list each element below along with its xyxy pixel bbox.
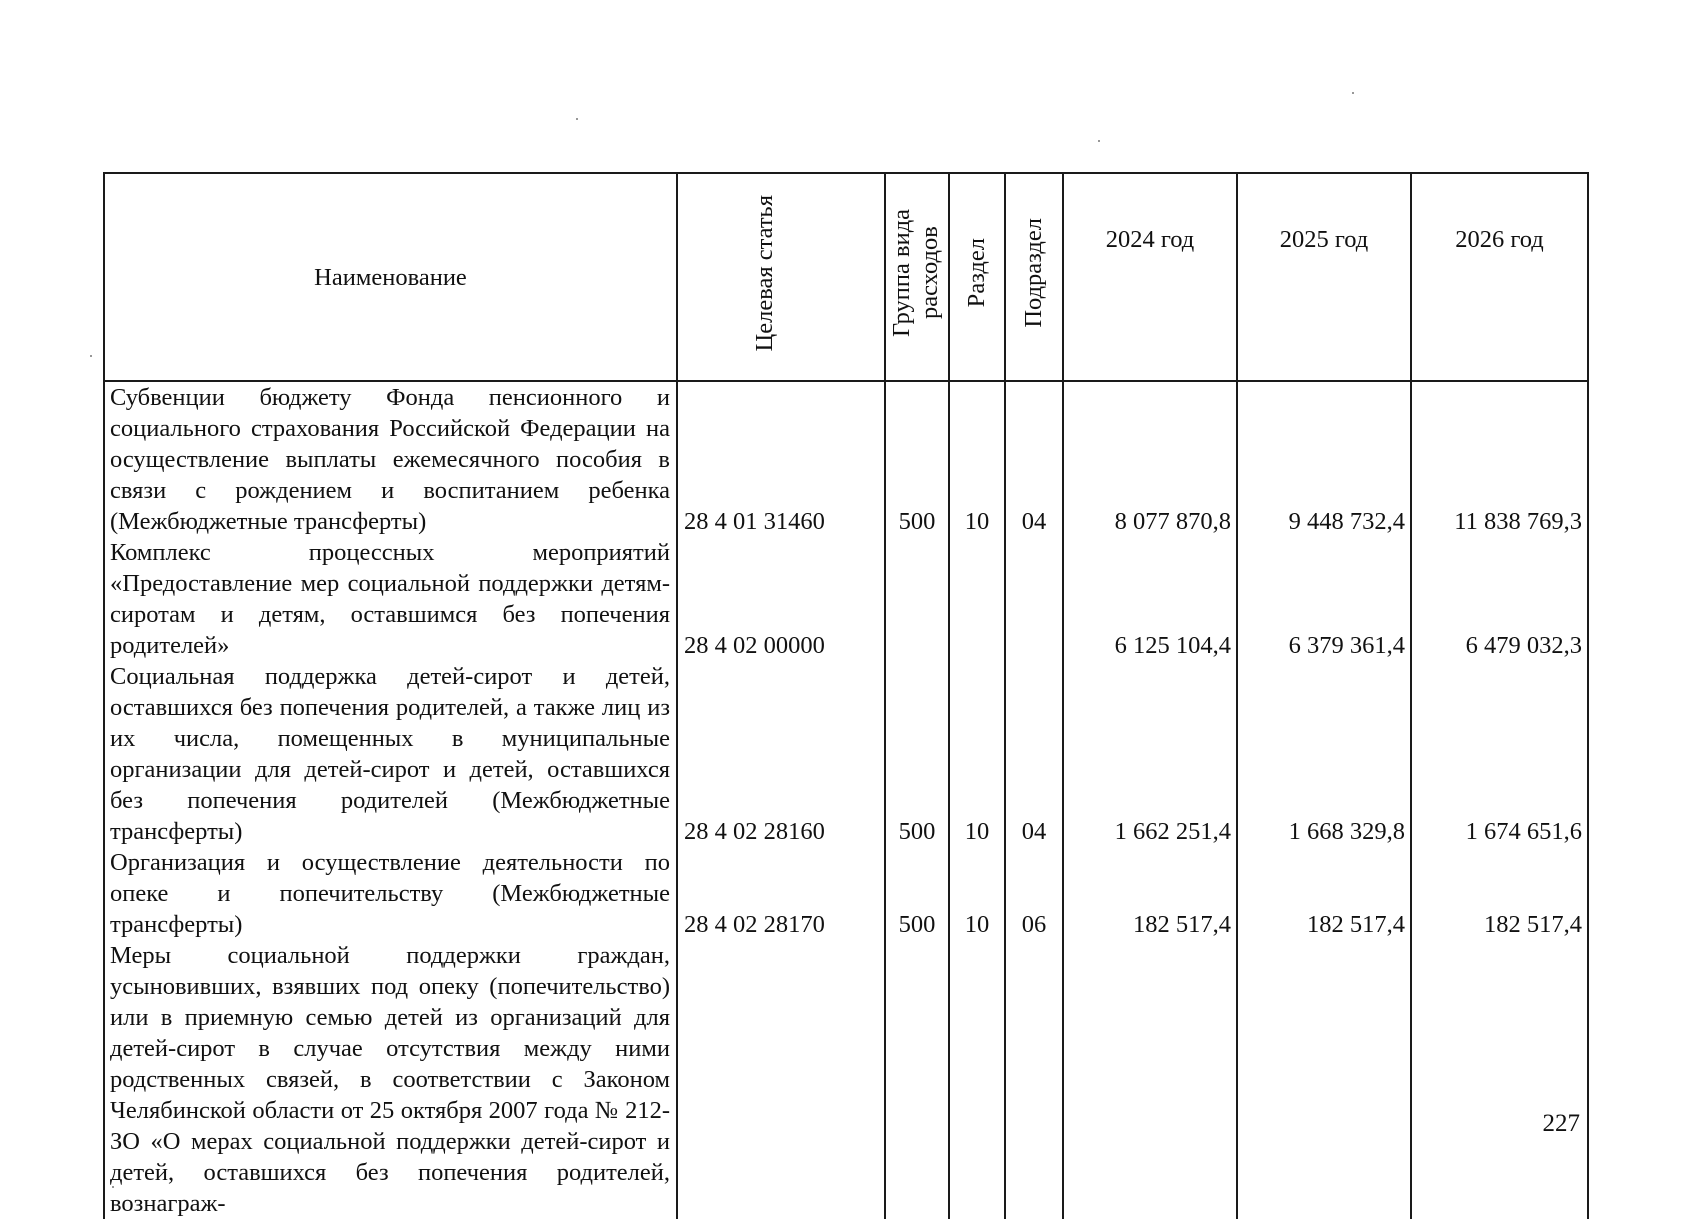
row-name: Социальная поддержка детей-сирот и детей, оставшихся без попечения родителей, а также лиц из их числа, помещенных в муниципальные организации для детей-сирот и детей, оставшихся без попечения родителей (Межбюджетные трансферты) [104, 661, 677, 847]
table-row [104, 661, 1588, 847]
row-amount-2024: 8 077 870,8 [1063, 381, 1237, 537]
row-target-article: 28 4 01 31460 [677, 381, 885, 537]
row-expense-group: 500 [885, 661, 949, 847]
row-amount-2025: 9 448 732,4 [1237, 381, 1411, 537]
row-subsection [1005, 537, 1063, 661]
header-row [104, 173, 1588, 381]
row-amount-2026: 182 517,4 [1411, 847, 1588, 940]
table-row [104, 940, 1588, 1219]
row-section: 10 [949, 847, 1005, 940]
row-target-article [677, 940, 885, 1219]
row-amount-2026: 11 838 769,3 [1411, 381, 1588, 537]
row-section [949, 537, 1005, 661]
header-2026: 2026 год [1411, 173, 1588, 381]
row-target-article: 28 4 02 28170 [677, 847, 885, 940]
row-section: 10 [949, 381, 1005, 537]
row-amount-2026 [1411, 940, 1588, 1219]
row-amount-2025: 1 668 329,8 [1237, 661, 1411, 847]
row-amount-2025: 182 517,4 [1237, 847, 1411, 940]
scan-speck [576, 118, 578, 120]
row-expense-group: 500 [885, 847, 949, 940]
header-expense-group: Группа вида расходов [885, 173, 949, 381]
row-name: Меры социальной поддержки граждан, усыновивших, взявших под опеку (попечительство) или в приемную семью детей из организаций для детей-сирот в случае отсутствия между ними родственных связей, в соответствии с Законом Челябинской области от 25 октября 2007 года № 212-ЗО «О мерах социальной поддержки детей-сирот и детей, оставшихся без попечения родителей, вознаграж- [104, 940, 677, 1219]
row-section: 10 [949, 661, 1005, 847]
header-subsection: Подраздел [1005, 173, 1063, 381]
header-name: Наименование [104, 173, 677, 381]
scan-speck [112, 1186, 114, 1188]
row-amount-2024 [1063, 940, 1237, 1219]
header-2024: 2024 год [1063, 173, 1237, 381]
header-section: Раздел [949, 173, 1005, 381]
row-subsection: 06 [1005, 847, 1063, 940]
row-name: Субвенции бюджету Фонда пенсионного и социального страхования Российской Федерации на осуществление выплаты ежемесячного пособия в связи с рождением и воспитанием ребенка (Межбюджетные трансферты) [104, 381, 677, 537]
row-amount-2025: 6 379 361,4 [1237, 537, 1411, 661]
scan-speck [1098, 140, 1100, 142]
row-amount-2026: 6 479 032,3 [1411, 537, 1588, 661]
row-subsection [1005, 940, 1063, 1219]
table-row [104, 381, 1588, 537]
row-amount-2024: 6 125 104,4 [1063, 537, 1237, 661]
row-name: Комплекс процессных мероприятий «Предоставление мер социальной поддержки детям-сиротам и детям, оставшимся без попечения родителей» [104, 537, 677, 661]
row-amount-2024: 1 662 251,4 [1063, 661, 1237, 847]
scan-speck [1352, 92, 1354, 94]
row-amount-2025 [1237, 940, 1411, 1219]
row-section [949, 940, 1005, 1219]
row-target-article: 28 4 02 28160 [677, 661, 885, 847]
row-target-article: 28 4 02 00000 [677, 537, 885, 661]
header-2025: 2025 год [1237, 173, 1411, 381]
table-row [104, 847, 1588, 940]
row-expense-group [885, 537, 949, 661]
row-subsection: 04 [1005, 381, 1063, 537]
row-amount-2024: 182 517,4 [1063, 847, 1237, 940]
row-name: Организация и осуществление деятельности по опеке и попечительству (Межбюджетные трансферты) [104, 847, 677, 940]
scan-speck [90, 355, 92, 357]
table-row [104, 537, 1588, 661]
row-amount-2026: 1 674 651,6 [1411, 661, 1588, 847]
row-expense-group [885, 940, 949, 1219]
row-subsection: 04 [1005, 661, 1063, 847]
row-expense-group: 500 [885, 381, 949, 537]
header-target-article: Целевая статья [677, 173, 885, 381]
budget-table [103, 172, 1589, 1219]
page-number: 227 [1542, 1110, 1580, 1137]
